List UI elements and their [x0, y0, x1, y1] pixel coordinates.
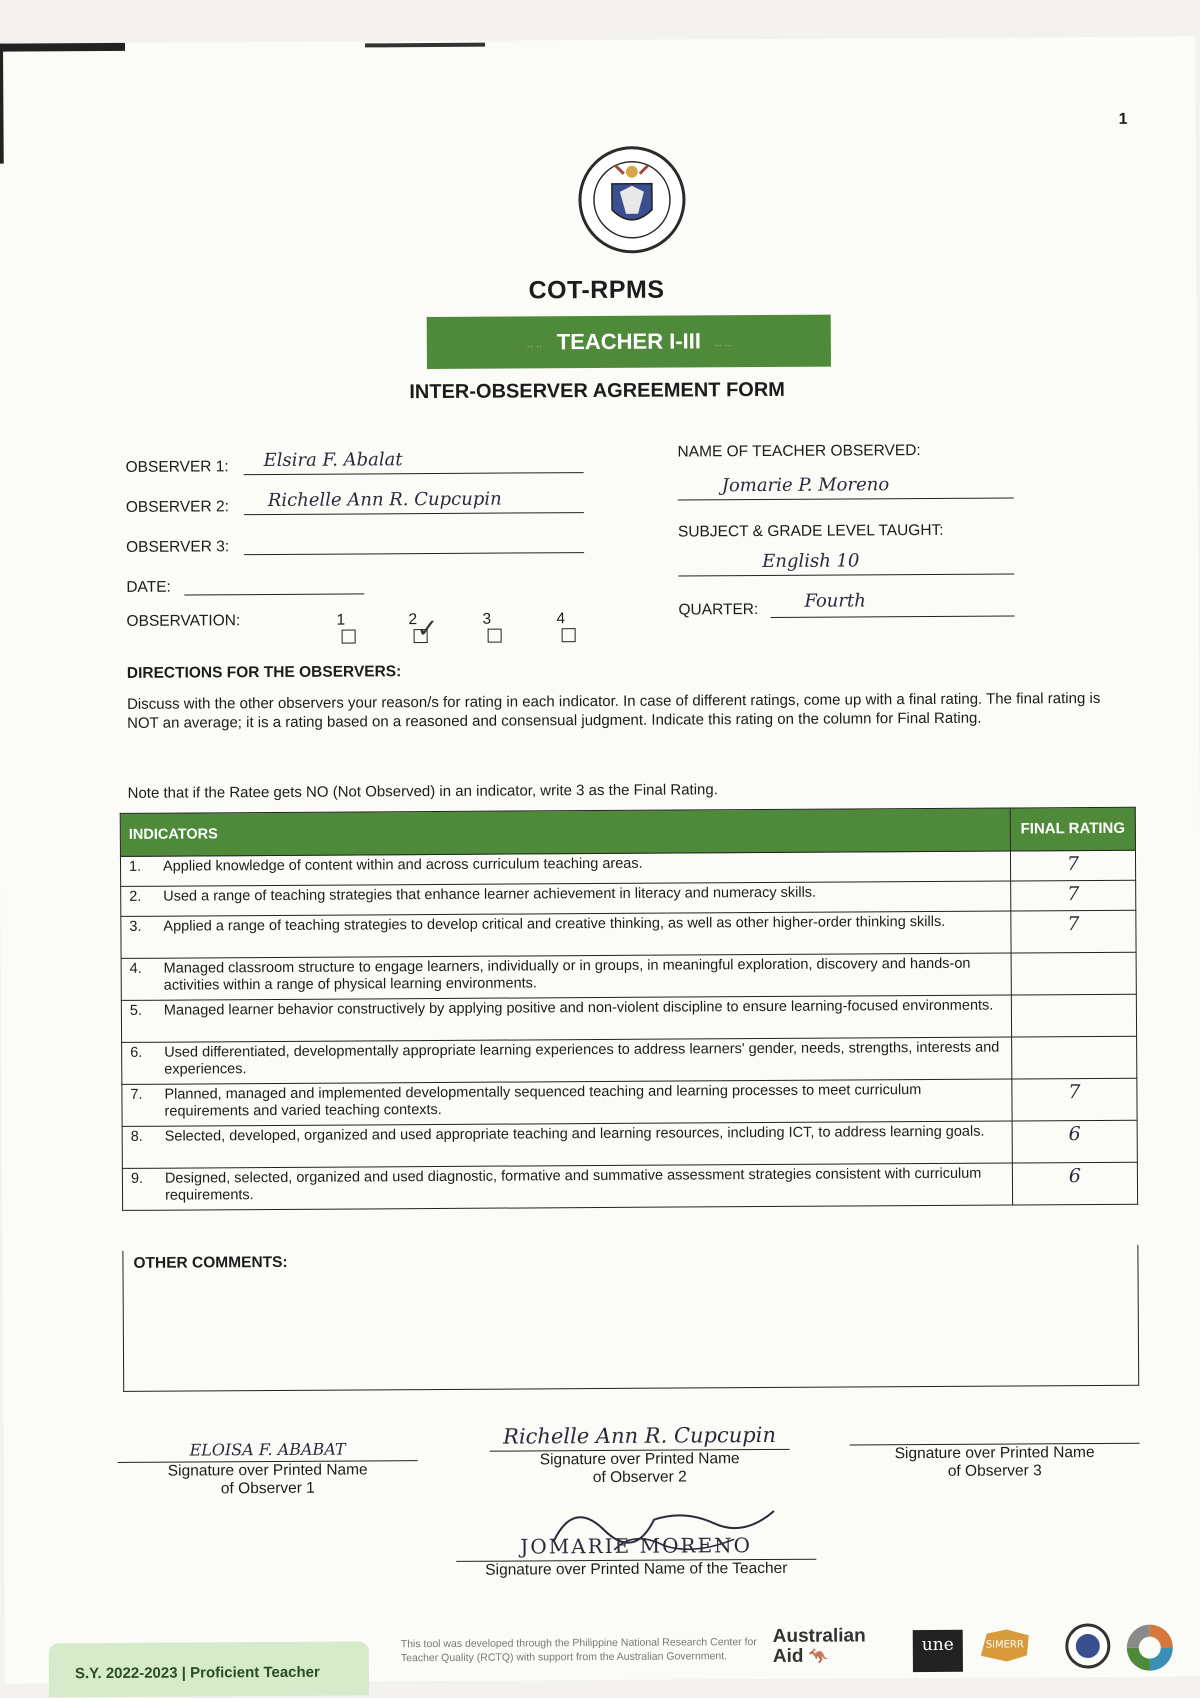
option-2-label: 2	[408, 611, 418, 629]
simerr-logo-text: SiMERR	[985, 1639, 1024, 1651]
page-number: 1	[1118, 110, 1128, 128]
form-subtitle: INTER-OBSERVER AGREEMENT FORM	[409, 378, 785, 404]
scan-edge-mark	[365, 43, 485, 48]
observer2-signature-block	[489, 1423, 789, 1488]
school-year-badge-text: S.Y. 2022-2023 | Proficient Teacher	[74, 1663, 320, 1683]
footer-note: This tool was developed through the Philippine National Research Center for Teacher Quality (RCTQ) with support from the Australian Government.	[400, 1636, 757, 1665]
table-row	[122, 1036, 1137, 1084]
australian-aid-logo-word: Aid	[772, 1645, 804, 1667]
indicator-text: Planned, managed and implemented developmentally sequenced teaching and learning processes to meet curriculum requirements and varied teaching contexts.	[158, 1079, 1012, 1126]
observer1-line[interactable]	[244, 472, 584, 475]
teacher-printed-name: JOMARIE MORENO	[520, 1533, 753, 1559]
observer2-caption-line1: Signature over Printed Name	[539, 1450, 740, 1469]
directions-text: Discuss with the other observers your reason/s for rating in each indicator. In case of different ratings, come up with a final rating. The final rating is NOT an average; it is a rating based on a reasoned and consensual judgment. Indicate this rating on the column for Final Rating.	[126, 689, 1101, 732]
une-logo: une	[913, 1630, 963, 1672]
subject-label: SUBJECT & GRADE LEVEL TAUGHT:	[677, 521, 944, 541]
observer1-caption-line1: Signature over Printed Name	[167, 1461, 368, 1480]
australian-aid-logo-line1: Australian	[772, 1625, 866, 1647]
form-page	[0, 36, 1200, 1683]
checkbox-checked-icon[interactable]	[414, 613, 439, 645]
indicator-number: 4.	[121, 958, 158, 1000]
option-4-label: 4	[556, 610, 566, 628]
quarter-value[interactable]: Fourth	[804, 590, 866, 612]
observer2-line[interactable]	[244, 512, 584, 515]
table-row	[122, 1120, 1137, 1168]
observer3-caption-line1: Signature over Printed Name	[894, 1443, 1095, 1463]
observation-option-1[interactable]	[336, 611, 355, 647]
indicator-number: 5.	[121, 1000, 158, 1042]
teacher-label: NAME OF TEACHER OBSERVED:	[677, 442, 921, 461]
final-rating-cell[interactable]: 7	[1011, 880, 1136, 911]
observer2-label: OBSERVER 2:	[125, 498, 229, 516]
table-row	[121, 952, 1136, 1000]
final-rating-cell[interactable]: 6	[1012, 1162, 1137, 1205]
final-rating-cell[interactable]: 7	[1012, 1078, 1137, 1121]
date-line[interactable]	[184, 593, 364, 595]
table-row	[121, 910, 1136, 958]
deped-seal-icon	[576, 143, 689, 256]
indicator-number: 3.	[121, 916, 158, 958]
observer1-printed-name: ELOISA F. ABABAT	[189, 1439, 346, 1460]
final-rating-cell[interactable]	[1012, 1036, 1137, 1079]
checkbox-icon[interactable]	[562, 628, 576, 642]
kangaroo-icon: 🦘	[808, 1648, 829, 1666]
observation-row	[126, 610, 566, 645]
observer1-value[interactable]: Elsira F. Abalat	[263, 449, 403, 472]
indicator-number: 2.	[121, 886, 158, 916]
table-row	[122, 1162, 1137, 1210]
australian-aid-logo	[773, 1626, 866, 1668]
checkbox-icon[interactable]	[488, 629, 502, 643]
indicator-number: 9.	[122, 1168, 159, 1210]
observer1-signature-block	[118, 1439, 418, 1499]
checkmark-icon: ✓	[416, 613, 439, 645]
table-row	[121, 994, 1136, 1042]
final-rating-cell[interactable]	[1011, 994, 1136, 1037]
observer3-caption-line2: of Observer 3	[947, 1462, 1042, 1480]
rctq-seal-icon	[1065, 1623, 1111, 1669]
role-banner	[427, 315, 831, 369]
indicator-text: Selected, developed, organized and used appropriate teaching and learning resources, including ICT, to address learning goals.	[159, 1121, 1013, 1168]
table-row	[122, 1078, 1137, 1126]
quarter-line[interactable]	[771, 615, 1015, 617]
final-rating-header: FINAL RATING	[1010, 807, 1135, 851]
observer2-value[interactable]: Richelle Ann R. Cupcupin	[267, 488, 502, 512]
other-comments-label: OTHER COMMENTS:	[133, 1253, 288, 1272]
observer2-caption-line2: of Observer 2	[592, 1468, 687, 1487]
subject-value[interactable]: English 10	[762, 550, 860, 573]
indicator-text: Managed learner behavior constructively by applying positive and non-violent discipline to ensure learning-focused environments.	[158, 995, 1012, 1042]
banner-faint-text: ·· ··	[715, 340, 732, 352]
indicator-text: Applied knowledge of content within and across curriculum teaching areas.	[157, 851, 1011, 886]
final-rating-cell[interactable]	[1011, 952, 1136, 995]
table-header-row	[120, 807, 1135, 856]
other-comments-box[interactable]	[122, 1245, 1139, 1392]
observation-option-2[interactable]	[408, 611, 439, 647]
banner-faint-text: ·· ··	[526, 341, 543, 353]
indicator-text: Used differentiated, developmentally appropriate learning experiences to address learners' gender, needs, strengths, interests and experiences.	[158, 1037, 1012, 1084]
indicator-text: Managed classroom structure to engage learners, individually or in groups, in meaningful exploration, discovery and hands-on activities within a range of physical learning environments.	[158, 953, 1012, 1000]
ched-swirl-logo-icon	[1123, 1620, 1177, 1674]
observation-label: OBSERVATION:	[126, 612, 241, 630]
teacher-value[interactable]: Jomarie P. Moreno	[721, 474, 890, 497]
indicator-number: 6.	[122, 1042, 159, 1084]
school-year-badge	[49, 1641, 369, 1697]
simerr-logo	[977, 1625, 1033, 1663]
checkbox-icon[interactable]	[342, 629, 356, 643]
final-rating-cell[interactable]: 6	[1012, 1120, 1137, 1163]
indicator-number: 1.	[120, 856, 157, 886]
final-rating-cell[interactable]: 7	[1010, 850, 1135, 881]
option-1-label: 1	[336, 611, 346, 629]
observation-option-3[interactable]	[482, 611, 501, 647]
indicator-text: Designed, selected, organized and used diagnostic, formative and summative assessment strategies consistent with curriculum requirements.	[159, 1163, 1013, 1210]
subject-line[interactable]	[678, 573, 1014, 576]
date-label: DATE:	[126, 578, 171, 596]
final-rating-cell[interactable]: 7	[1011, 910, 1136, 953]
teacher-signature-block	[456, 1533, 816, 1580]
indicators-table	[120, 807, 1138, 1211]
scan-edge-mark	[0, 43, 125, 52]
observer1-caption-line2: of Observer 1	[220, 1479, 315, 1498]
indicator-number: 7.	[122, 1084, 159, 1126]
directions-note: Note that if the Ratee gets NO (Not Observed) in an indicator, write 3 as the Final Rating.	[127, 781, 718, 802]
observer3-line[interactable]	[244, 552, 584, 555]
banner-label: TEACHER I-III	[556, 328, 702, 355]
indicator-number: 8.	[122, 1126, 159, 1168]
observer2-printed-name: Richelle Ann R. Cupcupin	[503, 1422, 777, 1449]
observation-option-4[interactable]	[556, 610, 575, 646]
teacher-line[interactable]	[678, 497, 1014, 500]
directions-heading: DIRECTIONS FOR THE OBSERVERS:	[126, 663, 402, 682]
quarter-label: QUARTER:	[678, 601, 759, 619]
indicators-header: INDICATORS	[120, 808, 1010, 856]
indicator-text: Used a range of teaching strategies that enhance learner achievement in literacy and numeracy skills.	[157, 881, 1011, 916]
teacher-caption: Signature over Printed Name of the Teacher	[485, 1559, 788, 1579]
observer3-signature-block	[850, 1443, 1140, 1482]
indicator-text: Applied a range of teaching strategies to develop critical and creative thinking, as well as other higher-order thinking skills.	[157, 911, 1011, 958]
observer3-label: OBSERVER 3:	[126, 538, 230, 556]
australian-aid-logo-line2	[773, 1646, 866, 1668]
observer1-label: OBSERVER 1:	[125, 458, 229, 476]
scan-edge-mark	[0, 44, 4, 164]
page-title: COT-RPMS	[528, 275, 665, 305]
option-3-label: 3	[482, 610, 492, 628]
